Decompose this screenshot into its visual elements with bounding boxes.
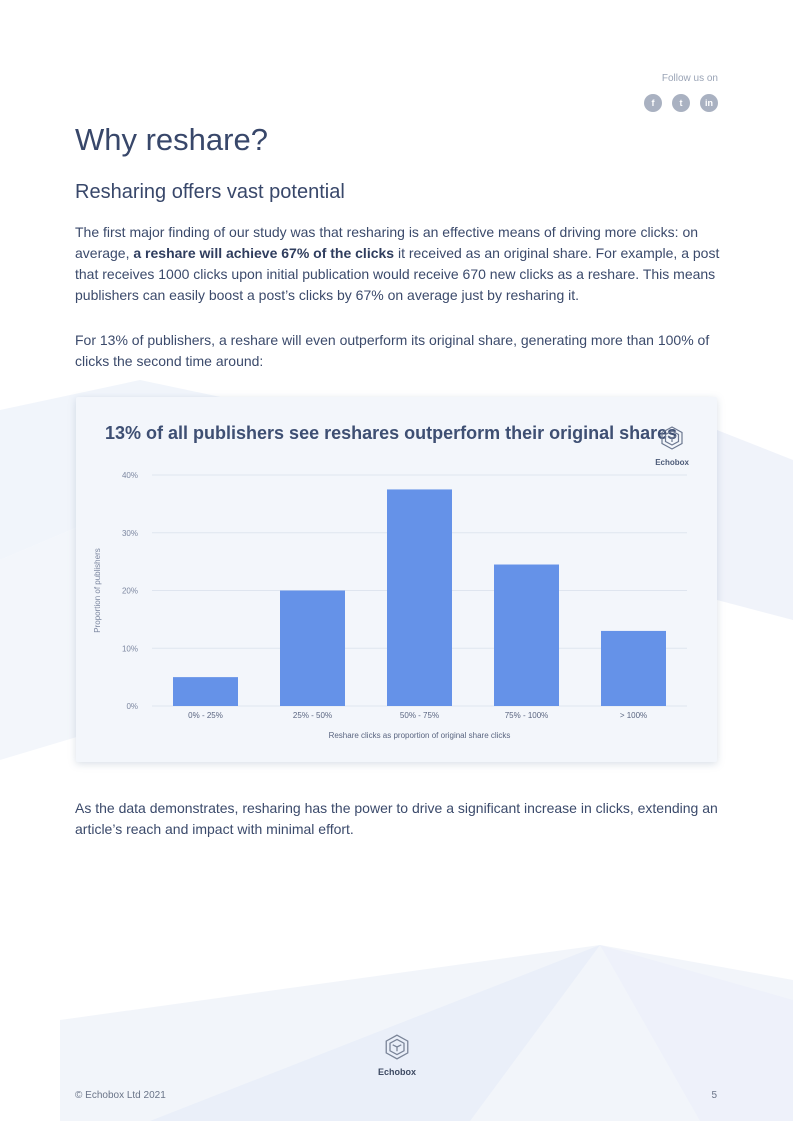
bar — [494, 565, 559, 706]
x-tick-label: 25% - 50% — [292, 711, 333, 720]
paragraph-1 — [75, 222, 725, 306]
bar-chart — [76, 397, 717, 762]
facebook-icon[interactable]: f — [644, 94, 662, 112]
y-tick-label: 40% — [121, 471, 138, 480]
y-tick-label: 30% — [121, 528, 138, 538]
bar — [173, 677, 238, 706]
copyright: © Echobox Ltd 2021 — [75, 1090, 166, 1101]
chart-title: 13% of all publishers see reshares outperform their original shares — [105, 423, 678, 443]
x-tick-label: 75% - 100% — [504, 711, 549, 720]
linkedin-icon[interactable]: in — [700, 94, 718, 112]
follow-us-label: Follow us on — [661, 73, 718, 84]
paragraph-3: As the data demonstrates, resharing has the power to drive a significant increase in clicks, extending an article’s reach and impact with minimal effort. — [75, 800, 718, 837]
twitter-icon[interactable]: t — [672, 94, 690, 112]
y-tick-label: 10% — [121, 644, 138, 654]
paragraph-1-bold: a reshare will achieve 67% of the clicks — [133, 245, 395, 261]
paragraph-1-text-a: The first major finding of our study was that resharing is an effective means of driving more clicks: on average, — [75, 224, 699, 261]
paragraph-1-text-b: it received as an original share. For example, a post that receives 1000 clicks upon initial publication would receive 670 new clicks as a reshare. This means publishers can easily boost a post’s clicks by 67% on average just by resharing it. — [75, 245, 720, 303]
section-heading: Resharing offers vast potential — [75, 181, 345, 203]
bar — [387, 489, 452, 706]
footer-logo — [377, 1033, 417, 1077]
y-tick-label: 20% — [121, 586, 138, 596]
echobox-footer-logo-icon — [383, 1033, 411, 1061]
y-tick-label: 0% — [126, 702, 138, 711]
x-axis-label: Reshare clicks as proportion of original share clicks — [328, 731, 511, 740]
footer-brand-label: Echobox — [377, 1067, 416, 1077]
page-title: Why reshare? — [75, 122, 268, 157]
social-links — [644, 94, 718, 112]
bar — [280, 591, 345, 707]
x-tick-label: 50% - 75% — [399, 711, 440, 720]
x-tick-label: 0% - 25% — [188, 711, 223, 720]
bar — [601, 631, 666, 706]
x-tick-label: > 100% — [619, 711, 648, 720]
page-number: 5 — [711, 1090, 717, 1101]
chart-brand-label: Echobox — [655, 458, 689, 467]
chart-card — [76, 397, 717, 762]
paragraph-2: For 13% of publishers, a reshare will even outperform its original share, generating more than 100% of clicks the second time around: — [75, 332, 710, 369]
y-axis-label: Proportion of publishers — [93, 548, 102, 633]
